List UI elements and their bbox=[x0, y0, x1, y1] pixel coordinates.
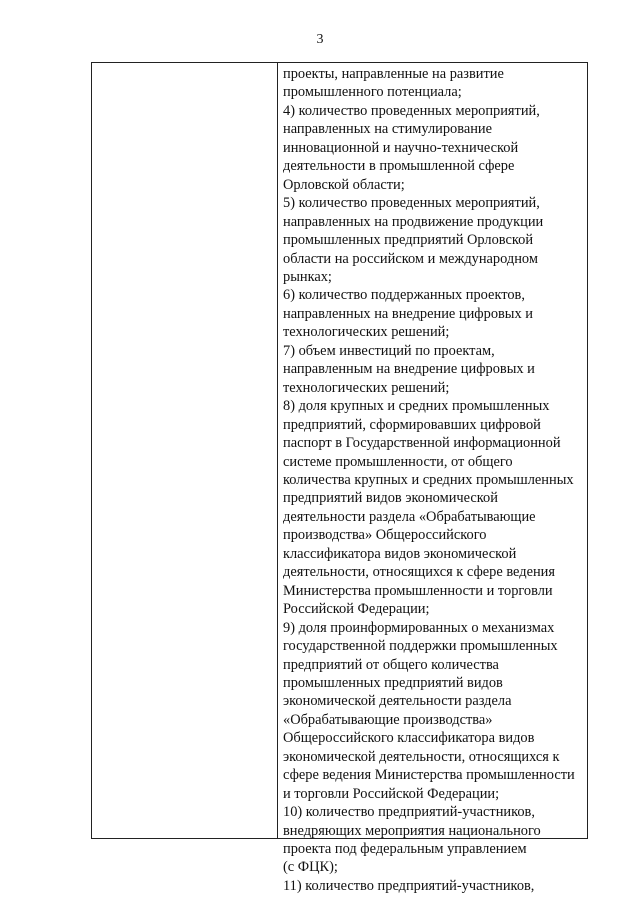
text-line: предприятий от общего количества bbox=[283, 656, 499, 673]
text-line: деятельности раздела «Обрабатывающие bbox=[283, 508, 536, 525]
table-right-cell bbox=[283, 65, 585, 894]
text-line: направленных на стимулирование bbox=[283, 121, 493, 138]
text-line: экономической деятельности, относящихся к bbox=[283, 748, 560, 765]
text-line: проекты, направленные на развитие bbox=[283, 66, 504, 82]
text-line: системе промышленности, от общего bbox=[283, 453, 513, 470]
text-line: 6) количество поддержанных проектов, bbox=[283, 287, 525, 304]
text-line: технологических решений; bbox=[283, 379, 450, 396]
text-line: деятельности, относящихся к сфере ведения bbox=[283, 564, 555, 581]
text-line: 5) количество проведенных мероприятий, bbox=[283, 195, 540, 212]
text-line: 4) количество проведенных мероприятий, bbox=[283, 102, 540, 119]
text-line: паспорт в Государственной информационной bbox=[283, 435, 561, 452]
table-left-cell bbox=[92, 63, 277, 838]
text-line: 9) доля проинформированных о механизмах bbox=[283, 619, 555, 636]
text-line: промышленных предприятий видов bbox=[283, 674, 503, 691]
column-divider bbox=[277, 63, 278, 838]
text-line: «Обрабатывающие производства» bbox=[283, 711, 493, 728]
text-line: Орловской области; bbox=[283, 176, 405, 193]
text-line: классификатора видов экономической bbox=[283, 545, 517, 562]
text-line: промышленного потенциала; bbox=[283, 84, 462, 101]
text-line: направленных на продвижение продукции bbox=[283, 213, 544, 230]
text-line: экономической деятельности раздела bbox=[283, 693, 512, 710]
text-line: деятельности в промышленной сфере bbox=[283, 158, 515, 175]
text-line: производства» Общероссийского bbox=[283, 527, 487, 544]
text-line: промышленных предприятий Орловской bbox=[283, 232, 534, 249]
text-line: внедряющих мероприятия национального bbox=[283, 822, 541, 839]
text-line: 8) доля крупных и средних промышленных bbox=[283, 398, 550, 415]
text-line: инновационной и научно-технической bbox=[283, 139, 519, 156]
text-line: сфере ведения Министерства промышленности bbox=[283, 767, 575, 784]
text-line: (с ФЦК); bbox=[283, 859, 338, 876]
text-line: государственной поддержки промышленных bbox=[283, 638, 558, 655]
text-line: Министерства промышленности и торговли bbox=[283, 582, 553, 599]
page-number: 3 bbox=[316, 32, 324, 47]
text-line: направленных на внедрение цифровых и bbox=[283, 305, 533, 322]
text-line: технологических решений; bbox=[283, 324, 450, 341]
text-line: 7) объем инвестиций по проектам, bbox=[283, 342, 495, 359]
text-line: 10) количество предприятий-участников, bbox=[283, 804, 535, 821]
text-line: рынках; bbox=[283, 268, 332, 285]
text-line: 11) количество предприятий-участников, bbox=[283, 877, 535, 894]
document-table bbox=[91, 62, 588, 894]
text-line: Общероссийского классификатора видов bbox=[283, 730, 535, 747]
text-line: и торговли Российской Федерации; bbox=[283, 785, 500, 802]
text-line: количества крупных и средних промышленных bbox=[283, 471, 574, 488]
text-line: предприятий, сформировавших цифровой bbox=[283, 416, 541, 433]
text-line: области на российском и международном bbox=[283, 250, 538, 267]
text-line: предприятий видов экономической bbox=[283, 490, 498, 507]
text-line: проекта под федеральным управлением bbox=[283, 841, 527, 858]
text-line: Российской Федерации; bbox=[283, 601, 430, 618]
text-line: направленным на внедрение цифровых и bbox=[283, 361, 535, 378]
